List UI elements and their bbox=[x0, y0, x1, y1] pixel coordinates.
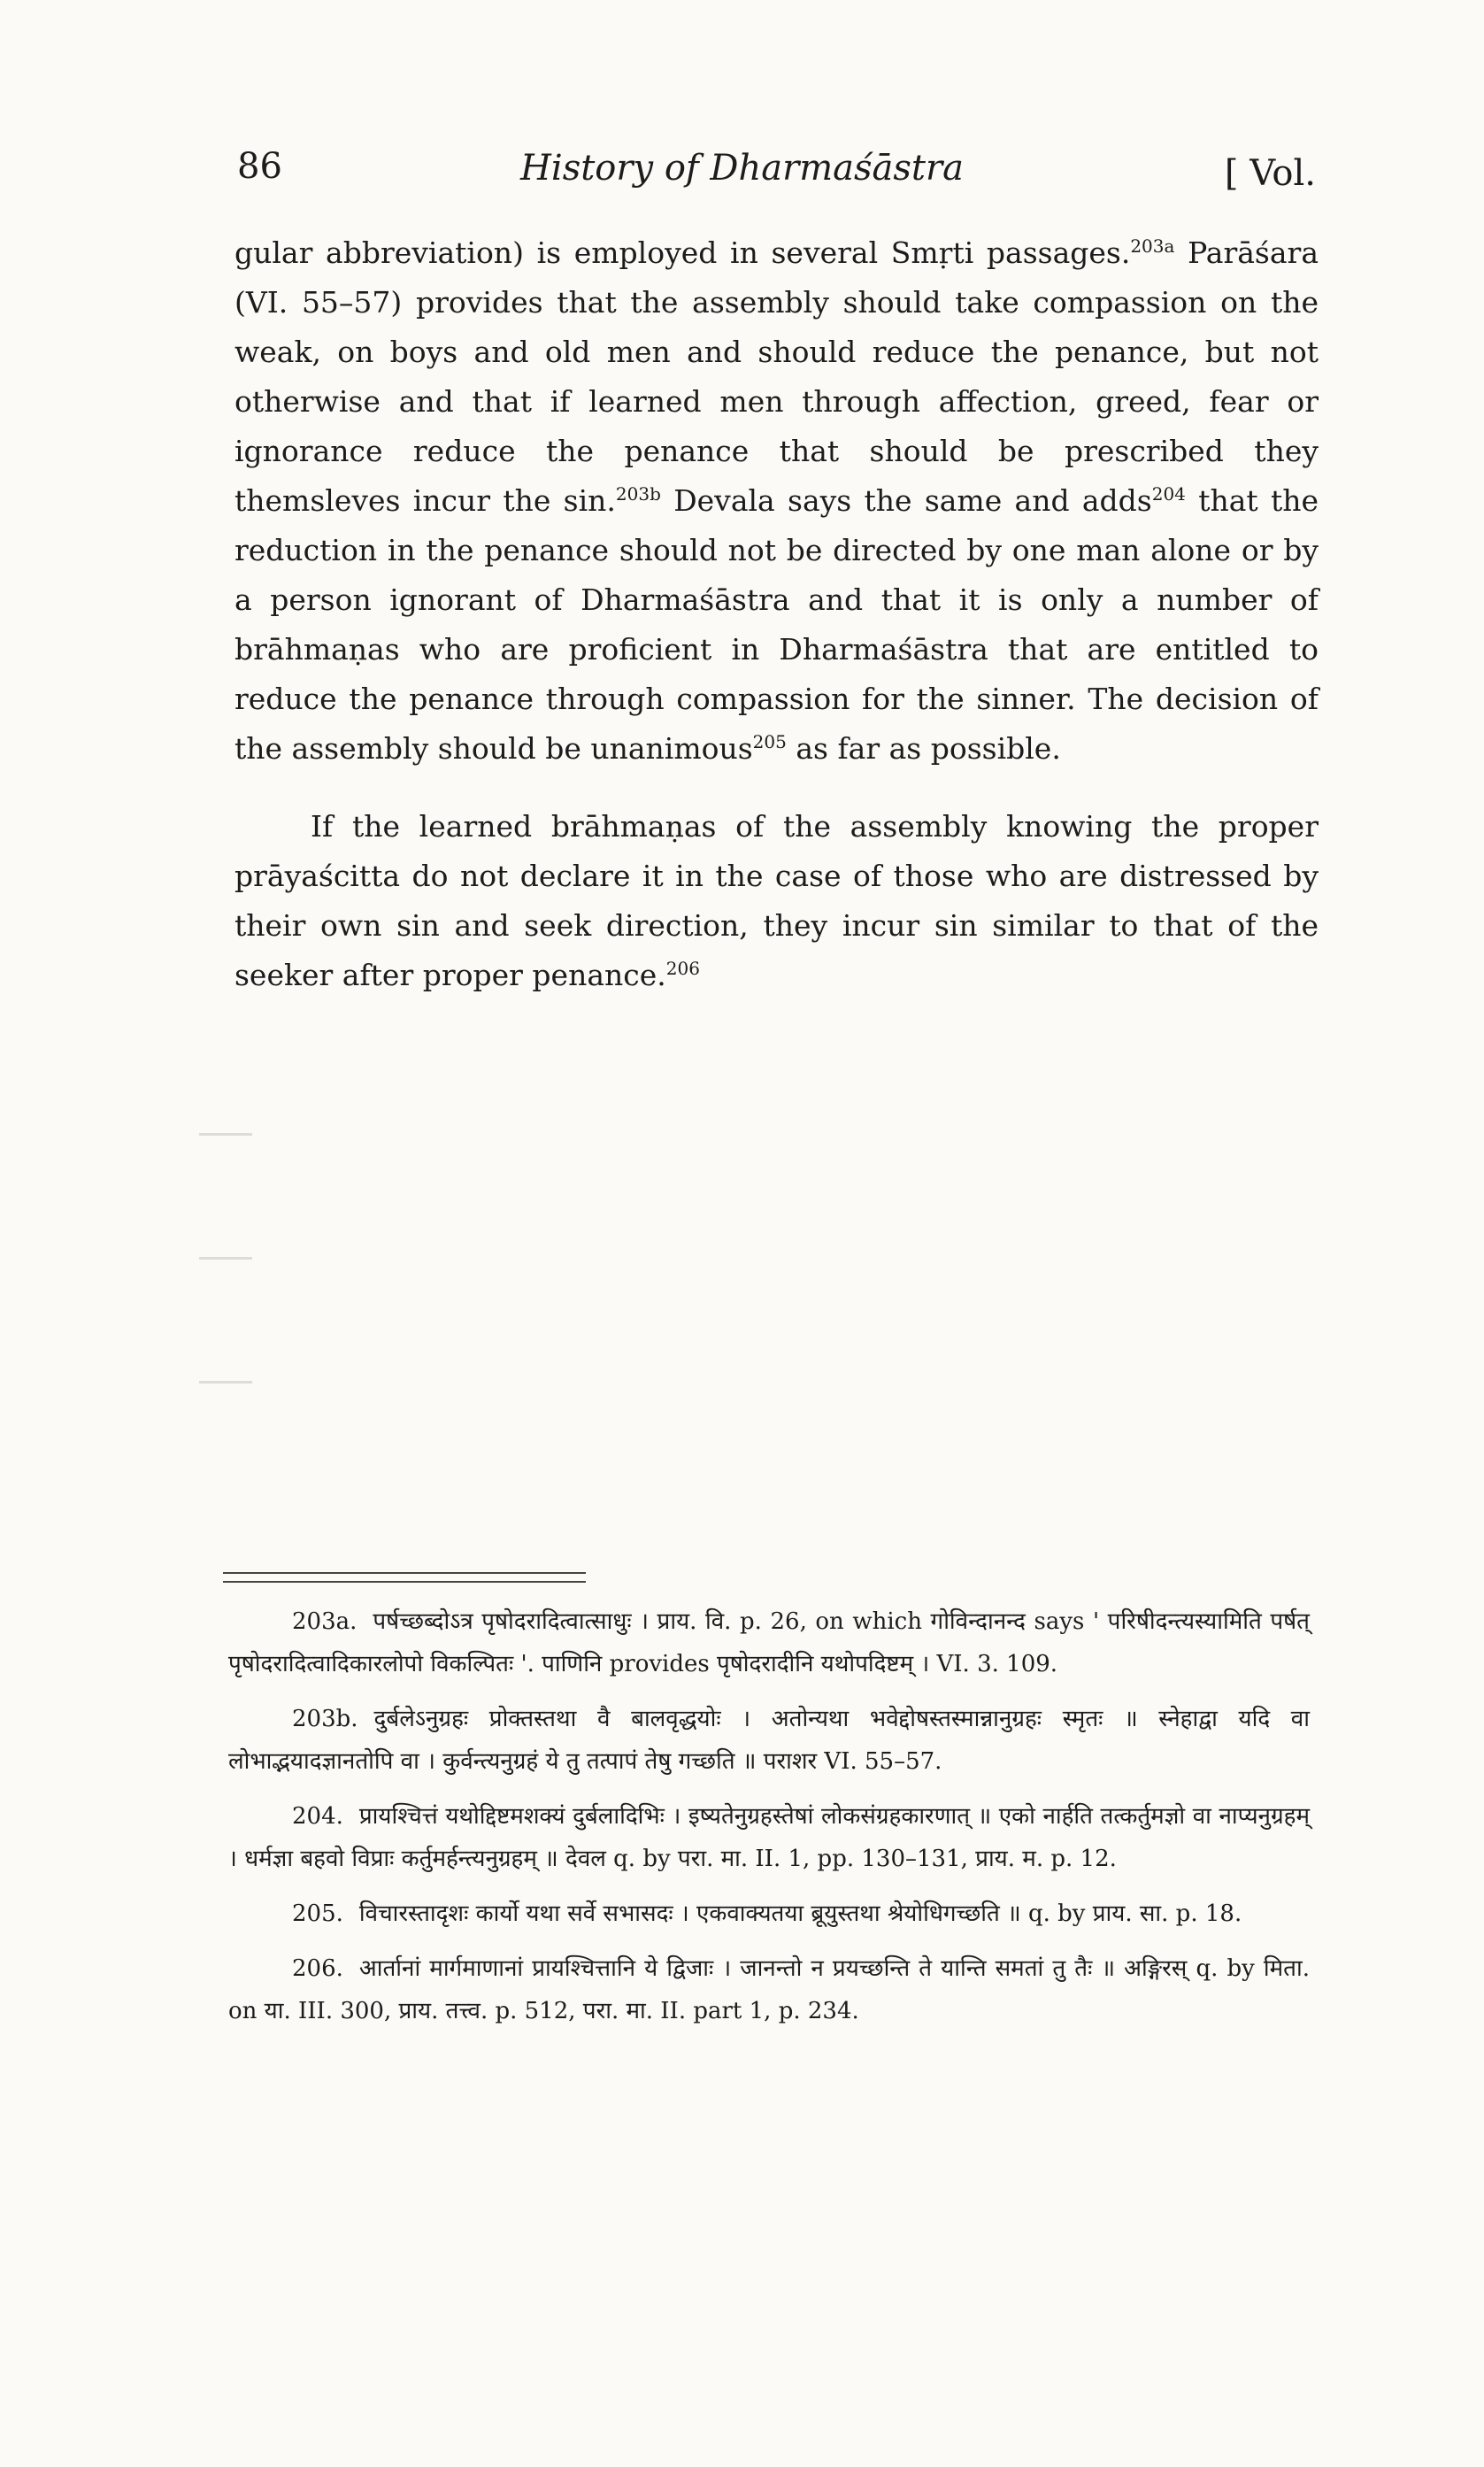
footnote bbox=[228, 1893, 1310, 1935]
footnote-number: 205. bbox=[292, 1900, 343, 1927]
footnote-text: पर्षच्छब्दोऽत्र पृषोदरादित्वात्साधुः । प्राय. वि. p. 26, on which गोविन्दानन्द says ' परिषीदन्त्यस्यामिति पर्षत् पृषोदरादित्वादिकारलोपो विकल्पितः '. पाणिनि provides पृषोदरादीनि यथोपदिष्टम् । VI. 3. 109. bbox=[228, 1608, 1310, 1677]
footnote-number: 203a. bbox=[292, 1608, 358, 1635]
paragraph-1 bbox=[235, 228, 1319, 774]
footnote-ref: 206 bbox=[665, 958, 700, 979]
page-number: 86 bbox=[237, 146, 282, 187]
footnote bbox=[228, 1795, 1310, 1880]
footnote bbox=[228, 1600, 1310, 1685]
scan-specks bbox=[199, 1062, 252, 1505]
footnote-ref: 203a bbox=[1130, 235, 1175, 257]
running-title: History of Dharmaśāstra bbox=[520, 148, 964, 189]
main-text bbox=[235, 228, 1319, 1000]
paragraph-text: Parāśara (VI. 55–57) provides that the assembly should take compassion on the weak, on boys and old men and should reduce the penance, but not otherwise and that if learned men through affection, greed, fear or ignorance reduce the penance that should be prescribed they themsleves incur the sin. bbox=[235, 235, 1319, 518]
footnote-text: दुर्बलेऽनुग्रहः प्रोक्तस्तथा वै बालवृद्धयोः । अतोन्यथा भवेद्दोषस्तस्मान्नानुग्रहः स्मृतः ॥ स्नेहाद्वा यदि वा लोभाद्भयादज्ञानतोपि वा । कुर्वन्त्यनुग्रहं ये तु तत्पापं तेषु गच्छति ॥ पराशर VI. 55–57. bbox=[228, 1706, 1310, 1775]
page-header bbox=[0, 137, 1484, 199]
footnote-number: 206. bbox=[292, 1955, 343, 1982]
volume-label: [ Vol. bbox=[1224, 153, 1316, 194]
footnote-ref: 204 bbox=[1151, 483, 1186, 505]
paragraph-text: If the learned brāhmaṇas of the assembly knowing the proper prāyaścitta do not declare it in the case of those who are distressed by their own sin and seek direction, they incur sin similar to that of the seeker after proper penance. bbox=[235, 809, 1319, 992]
paragraph-text: that the reduction in the penance should not be directed by one man alone or by a person ignorant of Dharmaśāstra and that it is only a number of brāhmaṇas who are proficient in Dharmaśāstra that are entitled to reduce the penance through compassion for the sinner. The decision of the assembly should be unanimous bbox=[235, 483, 1319, 766]
footnote bbox=[228, 1947, 1310, 2032]
footnote-rule bbox=[223, 1572, 586, 1583]
paragraph-2 bbox=[235, 802, 1319, 1000]
footnote-text: प्रायश्चित्तं यथोद्दिष्टमशक्यं दुर्बलादिभिः । इष्यतेनुग्रहस्तेषां लोकसंग्रहकारणात् ॥ एको नार्हति तत्कर्तुमज्ञो वा नाप्यनुग्रहम् । धर्मज्ञा बहवो विप्राः कर्तुमर्हन्त्यनुग्रहम् ॥ देवल q. by परा. मा. II. 1, pp. 130–131, प्राय. म. p. 12. bbox=[228, 1803, 1310, 1872]
paragraph-text: Devala says the same and adds bbox=[660, 483, 1152, 518]
paragraph-text: as far as possible. bbox=[786, 731, 1061, 766]
footnote-number: 204. bbox=[292, 1803, 343, 1830]
footnote-number: 203b. bbox=[292, 1706, 358, 1732]
paragraph-text: gular abbreviation) is employed in several Smṛti passages. bbox=[235, 235, 1131, 270]
footnote-ref: 203b bbox=[615, 483, 661, 505]
footnote-text: विचारस्तादृशः कार्यो यथा सर्वे सभासदः । एकवाक्यतया ब्रूयुस्तथा श्रेयोधिगच्छति ॥ q. by प्राय. सा. p. 18. bbox=[358, 1900, 1242, 1927]
footnotes bbox=[228, 1600, 1310, 2045]
footnote bbox=[228, 1698, 1310, 1783]
footnote-text: आर्तानां मार्गमाणानां प्रायश्चित्तानि ये द्विजाः । जानन्तो न प्रयच्छन्ति ते यान्ति समतां तु तैः ॥ अङ्गिरस् q. by मिता. on या. III. 300, प्राय. तत्त्व. p. 512, परा. मा. II. part 1, p. 234. bbox=[228, 1955, 1310, 2024]
footnote-ref: 205 bbox=[752, 731, 787, 752]
